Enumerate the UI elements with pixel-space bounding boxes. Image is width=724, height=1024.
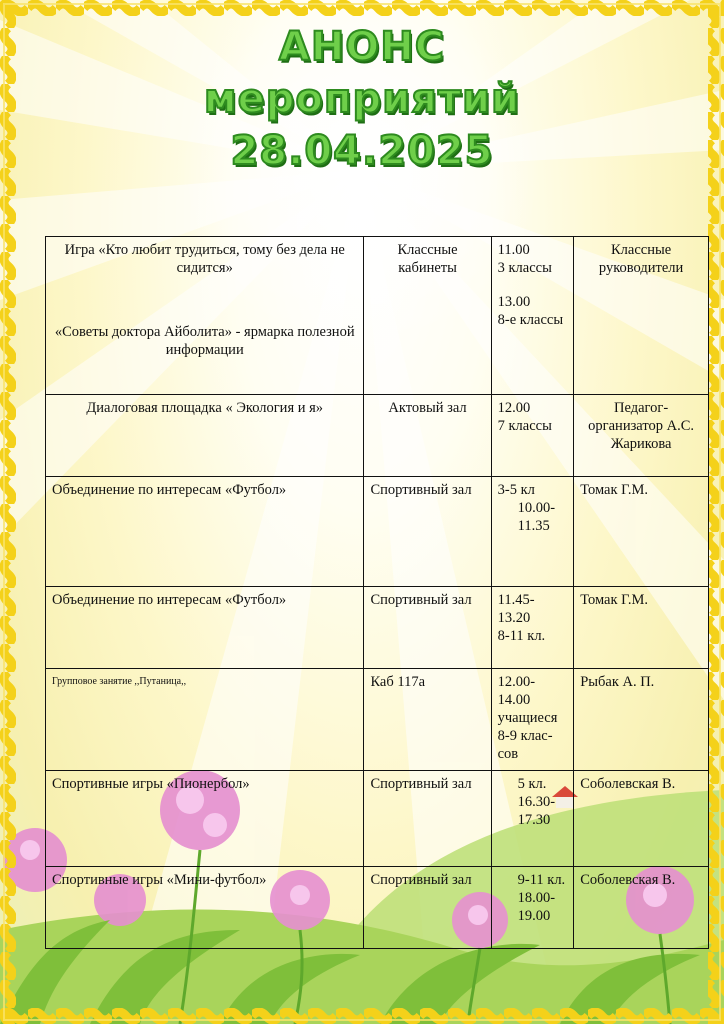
- time-value: 14.00: [497, 692, 531, 708]
- poster-title-date: 28.04.2025: [230, 128, 494, 174]
- responsible-cell: Классные руководители: [574, 237, 709, 395]
- group-value: 7 классы: [497, 418, 552, 434]
- event-cell: Групповое занятие ,,Путаница,,: [46, 669, 364, 771]
- group-value: 8-е классы: [497, 312, 564, 328]
- event-name: «Советы доктора Айболита» - ярмарка полезной информации: [54, 324, 355, 358]
- poster-title-line1: АНОНС: [278, 24, 446, 70]
- group-value: сов: [497, 746, 519, 762]
- time-value: 12.00-: [497, 674, 536, 690]
- time-cell: [491, 477, 574, 587]
- time-value: 19.00: [517, 908, 551, 924]
- event-cell: [46, 237, 364, 395]
- event-cell: Объединение по интересам «Футбол»: [46, 587, 364, 669]
- place-cell: Актовый зал: [364, 395, 491, 477]
- time-value: 11.35: [517, 518, 550, 534]
- time-value: 10.00-: [517, 500, 556, 516]
- group-value: 8-11 кл.: [497, 628, 546, 644]
- responsible-cell: Томак Г.М.: [574, 587, 709, 669]
- time-value: 12.00: [497, 400, 531, 416]
- table-row: [46, 237, 709, 395]
- time-value: 17.30: [517, 812, 551, 828]
- place-cell: Классные кабинеты: [364, 237, 491, 395]
- group-value: 3-5 кл: [497, 482, 535, 498]
- poster-title-line2: мероприятий: [203, 76, 521, 122]
- place-cell: Спортивный зал: [364, 867, 491, 949]
- group-value: 3 классы: [497, 260, 552, 276]
- table-row: [46, 669, 709, 771]
- table-row: [46, 395, 709, 477]
- responsible-cell: Рыбак А. П.: [574, 669, 709, 771]
- time-value: 13.00: [497, 294, 531, 310]
- time-cell: [491, 669, 574, 771]
- time-cell: [491, 395, 574, 477]
- group-value: учащиеся: [497, 710, 558, 726]
- place-cell: Спортивный зал: [364, 477, 491, 587]
- time-cell: [491, 587, 574, 669]
- time-value: 11.00: [497, 242, 530, 258]
- table-row: [46, 867, 709, 949]
- table-row: [46, 587, 709, 669]
- group-value: 5 кл.: [517, 776, 547, 792]
- event-cell: Объединение по интересам «Футбол»: [46, 477, 364, 587]
- events-schedule-table: [45, 236, 709, 949]
- responsible-cell: Томак Г.М.: [574, 477, 709, 587]
- place-cell: Каб 117а: [364, 669, 491, 771]
- event-cell: Спортивные игры «Пионербол»: [46, 771, 364, 867]
- responsible-cell: Соболевская В.: [574, 867, 709, 949]
- responsible-cell: Соболевская В.: [574, 771, 709, 867]
- group-value: 8-9 клас-: [497, 728, 553, 744]
- responsible-cell: Педагог-организатор А.С. Жарикова: [574, 395, 709, 477]
- time-cell: [491, 771, 574, 867]
- time-cell: [491, 237, 574, 395]
- event-cell: Диалоговая площадка « Экология и я»: [46, 395, 364, 477]
- group-value: 9-11 кл.: [517, 872, 566, 888]
- event-name: Игра «Кто любит трудиться, тому без дела не сидится»: [64, 242, 345, 276]
- time-value: 16.30-: [517, 794, 556, 810]
- place-cell: Спортивный зал: [364, 587, 491, 669]
- time-cell: [491, 867, 574, 949]
- event-cell: Спортивные игры «Мини-футбол»: [46, 867, 364, 949]
- table-row: [46, 477, 709, 587]
- table-row: [46, 771, 709, 867]
- time-value: 11.45-: [497, 592, 535, 608]
- place-cell: Спортивный зал: [364, 771, 491, 867]
- time-value: 18.00-: [517, 890, 556, 906]
- time-value: 13.20: [497, 610, 531, 626]
